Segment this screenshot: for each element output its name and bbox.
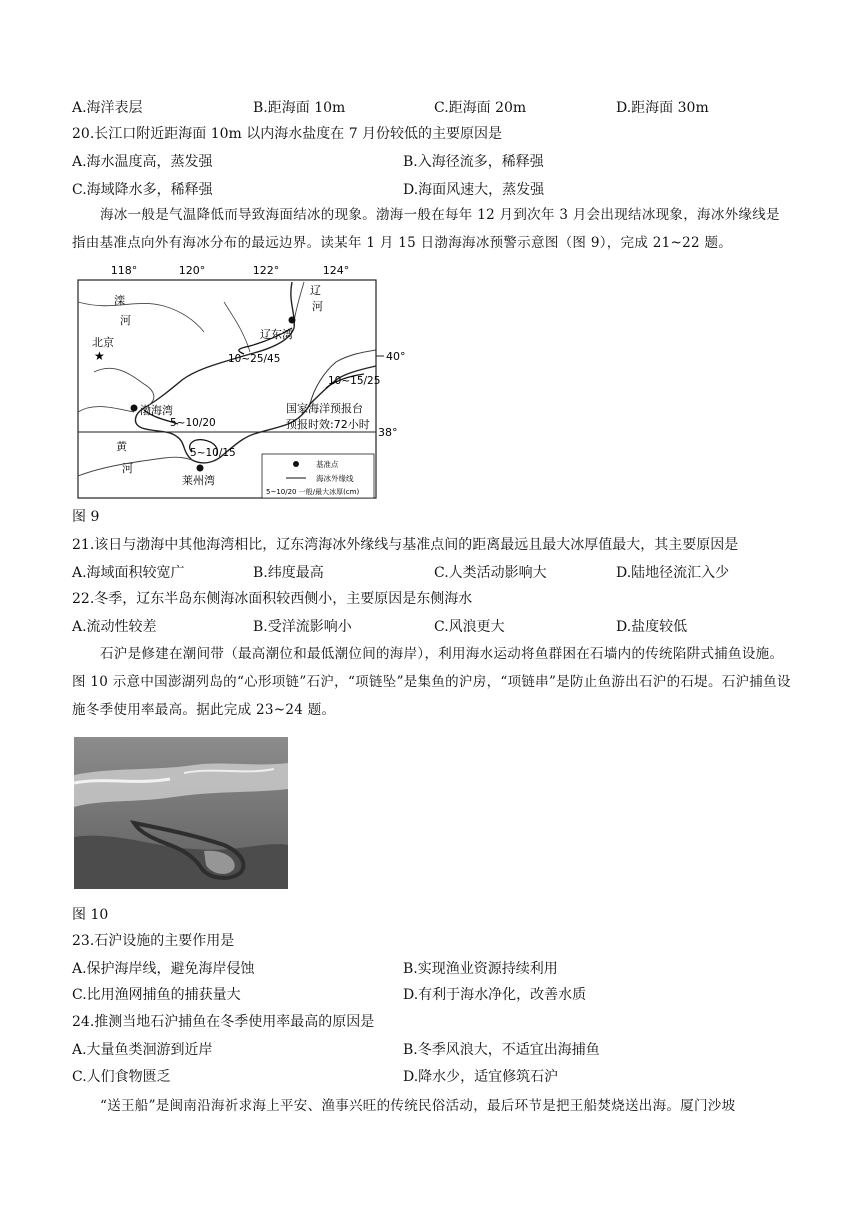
lon-label-120: 120° [178, 264, 206, 277]
q23-option-b: B.实现渔业资源持续利用 [403, 961, 558, 977]
passage-sea-ice: 海冰一般是气温降低而导致海面结冰的现象。渤海一般在每年 12 月到次年 3 月会出现结冰现象，海冰外缘线是指由基准点向外有海冰分布的最远边界。读某年 1 月 15 日渤海海冰预警示意图（图 9），完成 21~22 题。 [72, 207, 780, 251]
figure10-caption: 图 10 [72, 907, 109, 923]
q19-option-b: B.距海面 10m [253, 100, 346, 116]
q19-option-a: A.海洋表层 [72, 100, 143, 116]
label-luan-2: 河 [120, 314, 131, 327]
label-laizhou-bay: 莱州湾 [182, 474, 215, 487]
label-ice-laizhou: 5~10/15 [190, 447, 236, 459]
label-bohai-bay: 渤海湾 [140, 404, 173, 417]
q24-option-c: C.人们食物匮乏 [72, 1069, 171, 1085]
q20-stem: 20.长江口附近距海面 10m 以内海水盐度在 7 月份较低的主要原因是 [72, 126, 503, 142]
lon-label-122: 122° [252, 264, 280, 277]
q21-stem: 21.该日与渤海中其他海湾相比，辽东湾海冰外缘线与基准点间的距离最远且最大冰厚值最大，其主要原因是 [72, 537, 739, 553]
q22-option-a: A.流动性较差 [72, 619, 157, 635]
base-point-liaodong [289, 317, 296, 324]
figure9-caption: 图 9 [72, 509, 100, 525]
star-icon: ★ [94, 349, 105, 363]
label-liaodong-bay: 辽东湾 [260, 328, 293, 341]
lon-label-118: 118° [110, 264, 138, 277]
label-ice-east: 10~15/25 [328, 375, 381, 387]
q22-stem: 22.冬季，辽东半岛东侧海冰面积较西侧小，主要原因是东侧海水 [72, 591, 473, 607]
q23-option-d: D.有利于海水净化，改善水质 [403, 987, 587, 1003]
label-ice-liaodong: 10~25/45 [228, 353, 281, 365]
q20-option-d: D.海面风速大，蒸发强 [403, 182, 545, 198]
q19-option-d: D.距海面 30m [616, 100, 709, 116]
legend-ice-edge: 海冰外缘线 [316, 474, 354, 483]
q24-option-d: D.降水少，适宜修筑石沪 [403, 1069, 559, 1085]
lat-label-40: 40° [386, 350, 406, 363]
label-liao-1: 辽 [310, 284, 321, 297]
label-ice-bohai: 5~10/20 [170, 417, 216, 429]
q21-option-b: B.纬度最高 [253, 565, 324, 581]
label-yellow-1: 黄 [116, 440, 127, 453]
q23-option-c: C.比用渔网捕鱼的捕获量大 [72, 987, 241, 1003]
q24-option-b: B.冬季风浪大，不适宜出海捕鱼 [403, 1042, 600, 1058]
label-luan-1: 滦 [114, 294, 125, 307]
q23-stem: 23.石沪设施的主要作用是 [72, 933, 235, 949]
q19-option-c: C.距海面 20m [434, 100, 527, 116]
legend-thickness: 5~10/20 一般/最大冰厚(cm) [266, 488, 360, 496]
q22-option-d: D.盐度较低 [616, 619, 688, 635]
map-legend [262, 454, 374, 498]
passage-wang-boat: “送王船”是闽南沿海祈求海上平安、渔事兴旺的传统民俗活动，最后环节是把王船焚烧送出海。厦门沙坡 [100, 1098, 736, 1114]
figure10-photo [74, 737, 288, 889]
q20-option-b: B.入海径流多，稀释强 [403, 154, 544, 170]
label-liao-2: 河 [312, 300, 323, 313]
passage-stone-weir: 石沪是修建在潮间带（最高潮位和最低潮位间的海岸），利用海水运动将鱼群困在石墙内的传统陷阱式捕鱼设施。图 10 示意中国澎湖列岛的“心形项链”石沪，“项链坠”是集鱼的沪房，“项链串”是防止鱼游出石沪的石堤。石沪捕鱼设施冬季使用率最高。据此完成 23~24 题。 [72, 646, 791, 718]
q20-option-a: A.海水温度高，蒸发强 [72, 154, 213, 170]
q22-option-b: B.受洋流影响小 [253, 619, 352, 635]
lat-label-38: 38° [378, 426, 398, 439]
label-validity: 预报时效:72小时 [286, 418, 370, 431]
q21-option-d: D.陆地径流汇入少 [616, 565, 730, 581]
label-beijing: 北京 [92, 336, 114, 349]
label-agency: 国家海洋预报台 [286, 402, 363, 415]
q21-option-a: A.海域面积较宽广 [72, 565, 185, 581]
q20-option-c: C.海域降水多，稀释强 [72, 182, 213, 198]
q21-option-c: C.人类活动影响大 [434, 565, 547, 581]
base-point-bohai [131, 405, 138, 412]
q24-stem: 24.推测当地石沪捕鱼在冬季使用率最高的原因是 [72, 1014, 375, 1030]
base-point-laizhou [197, 465, 204, 472]
q24-option-a: A.大量鱼类洄游到近岸 [72, 1042, 213, 1058]
legend-base-point: 基准点 [316, 460, 339, 469]
label-yellow-2: 河 [122, 462, 133, 475]
figure9-map [74, 262, 406, 502]
lon-label-124: 124° [322, 264, 350, 277]
q22-option-c: C.风浪更大 [434, 619, 505, 635]
q23-option-a: A.保护海岸线，避免海岸侵蚀 [72, 961, 255, 977]
